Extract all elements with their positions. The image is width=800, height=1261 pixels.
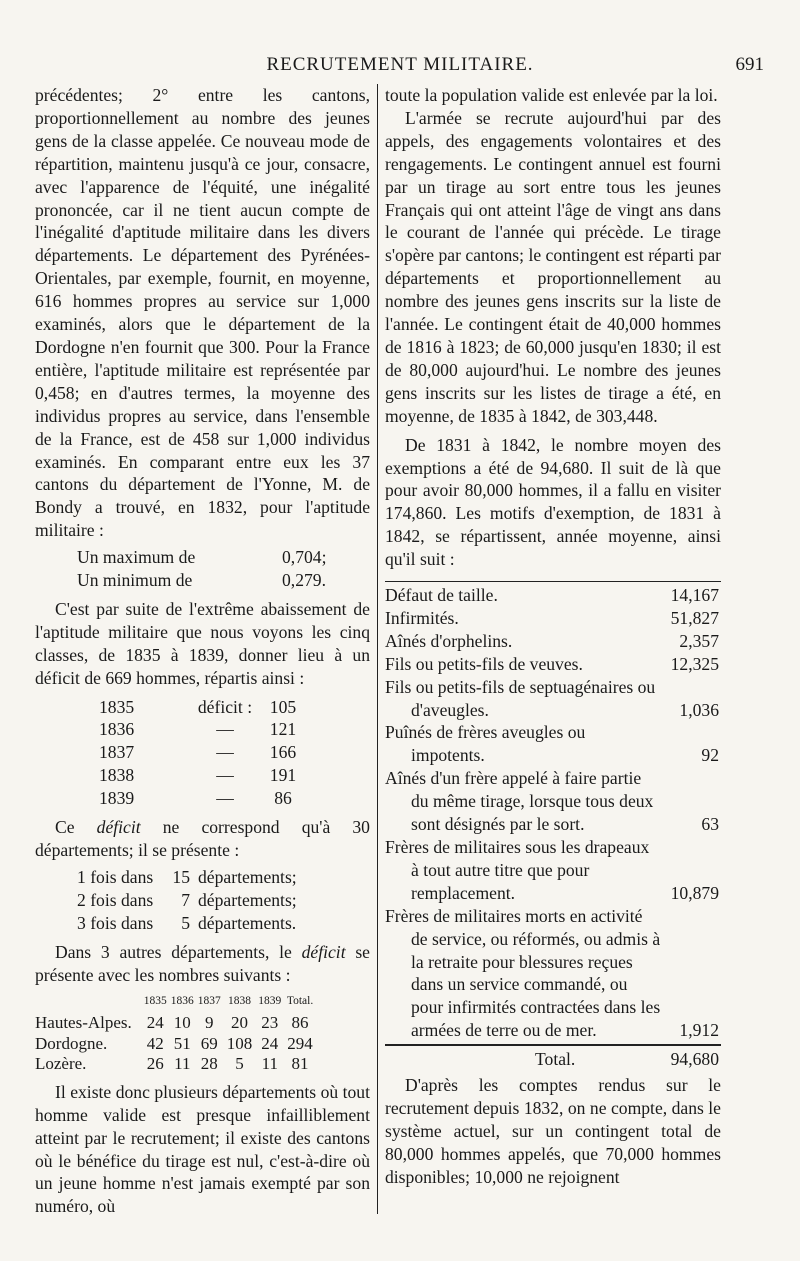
exemption-row: Infirmités. 51,827 — [385, 607, 719, 628]
table-row: Lozère. 26 11 28 5 11 81 — [35, 1054, 309, 1074]
table-row: Dordogne. 42 51 69 108 24 294 — [35, 1033, 313, 1053]
paragraph: De 1831 à 1842, le nombre moyen des exemptions a été de 94,680. Il suit de là que pour avoir 80,000 hommes, il a fallu en visiter 174,860. Les motifs d'exemption, de 1831 à 1842, se répartissent, année moyenne, ainsi qu'il suit : — [385, 434, 721, 570]
exemption-row: Aînés d'orphelins. 2,357 — [385, 630, 719, 651]
paragraph: précédentes; 2° entre les cantons, proportionnellement au nombre des jeunes gens de la classe appelée. Ce nouveau mode de répartition, maintenu jusqu'à ce jour, consacre, avec l'apparence de l'équité, une inégalité prononcée, car il ne tient aucun compte de l'inégalité d'aptitude militaire dans les divers départements. Le département des Pyrénées-Orientales, par exemple, fournit, en moyenne, 616 hommes propres au service sur 1,000 examinés, alors que le département de la Dordogne n'en fournit que 300. Pour la France entière, l'aptitude militaire est représentée par 0,458; en d'autres termes, la moyenne des individus propres au service, dans l'ensemble de la France, est de 458 sur 1,000 individus examinés. En comparant entre eux les 37 cantons du département de l'Yonne, M. de Bondy a trouvé, en 1832, pour l'aptitude militaire : — [35, 85, 370, 541]
running-title: RECRUTEMENT MILITAIRE. — [266, 54, 534, 75]
aptitude-list — [77, 546, 347, 592]
paragraph: Ce déficit ne correspond qu'à 30 départements; il se présente : — [35, 817, 370, 860]
department-table — [35, 990, 317, 1074]
table-header-row — [35, 990, 317, 1013]
exemption-row: Défaut de taille. 14,167 — [385, 585, 719, 606]
exemption-row: Frères de militaires morts en activité de service, ou réformés, ou admis à la retraite pour blessures reçues dans un service commandé, ou pour infirmités contractées dans les armées de terre ou de mer. 1,912 — [385, 905, 719, 1041]
paragraph: L'armée se recrute aujourd'hui par des appels, des engagements volontaires et des rengagements. Le contingent annuel est fourni par un tirage au sort entre tous les jeunes Français qui ont atteint l'âge de vingt ans dans le courant de l'année qui précède. Le tirage s'opère par cantons; le contingent est réparti par départements et proportionnellement au nombre des jeunes gens inscrits sur la liste de l'année. Le contingent était de 40,000 hommes de 1816 à 1823; de 60,000 jusqu'en 1830; il est de 80,000 aujourd'hui. Le nombre des jeunes gens inscrits sur les listes de tirage a été, en moyenne, de 1835 à 1842, de 303,448. — [385, 107, 721, 426]
column-header: 1837 — [197, 995, 221, 1008]
emphasis: déficit — [301, 941, 346, 962]
paragraph: Dans 3 autres départements, le déficit se présente avec les nombres suivants : — [35, 941, 370, 985]
exemption-row: Aînés d'un frère appelé à faire partie du même tirage, lorsque tous deux sont désignés par le sort. 63 — [385, 768, 719, 835]
column-divider — [377, 84, 378, 1214]
total-label: Total. — [535, 1049, 576, 1070]
table-row: Hautes-Alpes. 24 10 9 20 23 86 — [35, 1013, 309, 1033]
frequency-list — [77, 866, 370, 935]
column-header: Total. — [286, 995, 314, 1008]
paragraph: Il existe donc plusieurs départements où tout homme valide est presque infailliblement atteint par le recrutement; il existe des cantons où le bénéfice du tirage est nul, c'est-à-dire où un jeune homme n'est jamais exempté par son numéro, où — [35, 1081, 370, 1217]
frequency-row: 3 fois dans 5 départements. — [77, 912, 297, 933]
deficit-row: 1837 — 166 — [99, 742, 297, 763]
exemption-row: Fils ou petits-fils de septuagénaires ou d'aveugles. 1,036 — [385, 676, 719, 720]
right-column — [385, 84, 721, 1261]
deficit-row: 1836 — 121 — [99, 719, 297, 740]
aptitude-row: Un maximum de 0,704; — [77, 547, 327, 568]
exemption-row: Puînés de frères aveugles ou impotents. 92 — [385, 722, 719, 766]
exemption-row: Fils ou petits-fils de veuves. 12,325 — [385, 653, 719, 674]
frequency-row: 1 fois dans 15 départements; — [77, 866, 297, 887]
total-value: 94,680 — [670, 1049, 719, 1070]
paragraph: C'est par suite de l'extrême abaissement de l'aptitude militaire que nous voyons les cinq classes, de 1835 à 1839, donner lieu à un déficit de 669 hommes, répartis ainsi : — [35, 598, 370, 688]
exemption-row: Frères de militaires sous les drapeaux à tout autre titre que pour remplacement. 10,879 — [385, 837, 719, 903]
exemption-total — [385, 1045, 721, 1074]
column-header: 1839 — [258, 995, 282, 1008]
deficit-row: 1835 déficit : 105 — [99, 696, 297, 717]
column-header: 1836 — [170, 995, 194, 1008]
paragraph: D'après les comptes rendus sur le recrutement depuis 1832, on ne compte, dans le système actuel, sur un contingent total de 80,000 hommes appelés, que 70,000 hommes disponibles; 10,000 ne rejoignent — [385, 1075, 721, 1187]
emphasis: déficit — [96, 817, 141, 838]
paragraph: toute la population valide est enlevée par la loi. — [385, 85, 718, 105]
frequency-row: 2 fois dans 7 départements; — [77, 889, 297, 910]
left-column — [35, 84, 370, 1261]
deficit-list — [99, 696, 370, 811]
exemption-table — [385, 581, 721, 1045]
column-header: 1835 — [143, 995, 167, 1008]
column-header: 1838 — [228, 995, 252, 1008]
deficit-row: 1839 — 86 — [99, 788, 292, 809]
page-number: 691 — [735, 54, 764, 75]
page-header — [30, 54, 770, 82]
aptitude-row: Un minimum de 0,279. — [77, 570, 326, 591]
deficit-row: 1838 — 191 — [99, 765, 297, 786]
